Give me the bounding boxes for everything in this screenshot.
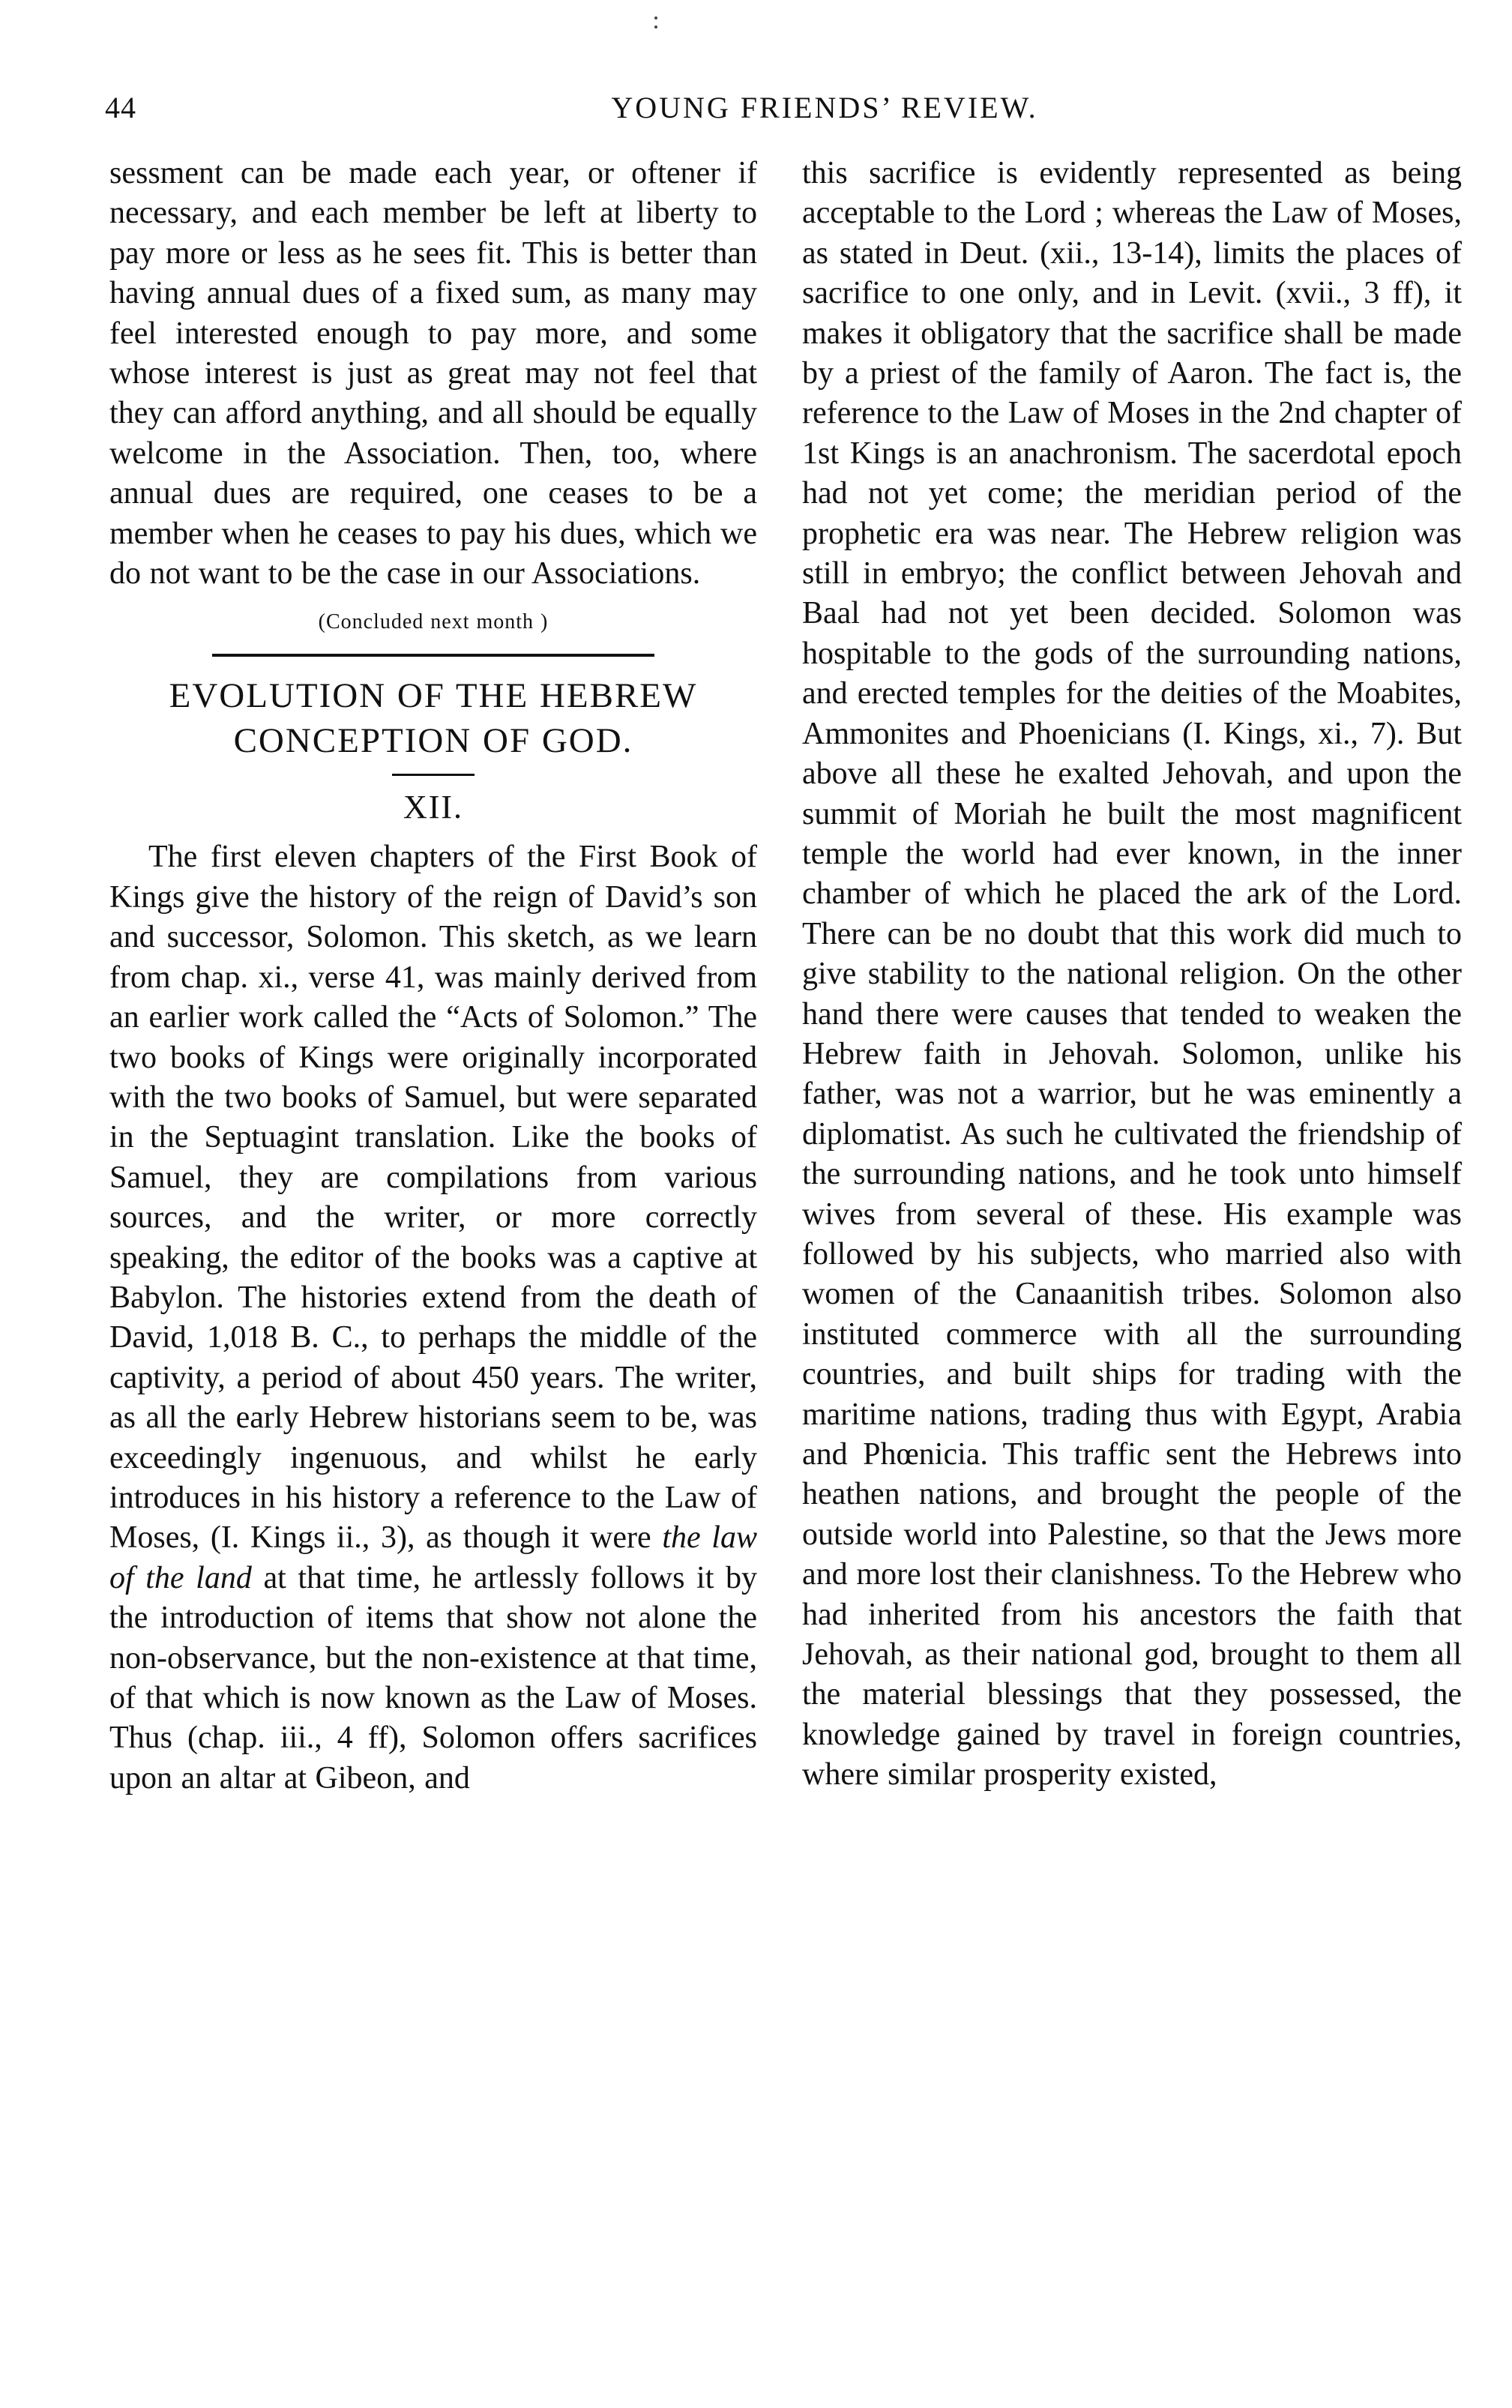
title-divider bbox=[392, 774, 475, 776]
print-speck bbox=[654, 25, 657, 28]
part-number: XII. bbox=[403, 789, 464, 826]
article-body-paragraph bbox=[109, 837, 757, 1799]
page-number: 44 bbox=[105, 91, 136, 124]
continued-note: (Concluded next month ) bbox=[318, 610, 549, 634]
right-column bbox=[802, 154, 1462, 1796]
article-body-continuation: this sacrifice is evidently represented as being acceptable to the Lord ; whereas the Law of Moses, as stated in Deut. (xii., 13-14), limits the places of sacrifice to one only, and in Levit. (xvii., 3 ff), it makes it obligatory that the sacrifice shall be made by a priest of the family of Aaron. The fact is, the reference to the Law of Moses in the 2nd chapter of 1st Kings is an anachronism. The sacerdotal epoch had not yet come; the meridian period of the prophetic era was near. The Hebrew religion was still in embryo; the conflict between Jehovah and Baal had not yet been decided. Solomon was hospitable to the gods of the surrounding nations, and erected temples for the deities of the Moabites, Ammonites and Phoenicians (I. Kings, xi., 7). But above all these he exalted Jehovah, and upon the summit of Moriah he built the most magnificent temple the world had ever known, in the inner chamber of which he placed the ark of the Lord. There can be no doubt that this work did much to give stability to the national religion. On the other hand there were causes that tended to weaken the Hebrew faith in Jehovah. Solomon, unlike his father, was not a warrior, but he was eminently a diplomatist. As such he cultivated the friendship of the surrounding nations, and he took unto himself wives from several of these. His example was followed by his subjects, who married also with women of the Canaanitish tribes. Solomon also instituted commerce with all the surrounding countries, and built ships for trading with the maritime nations, trading thus with Egypt, Arabia and Phœnicia. This traffic sent the Hebrews into heathen nations, and brought the people of the outside world into Palestine, so that the Jews more and more lost their clanishness. To the Hebrew who had inherited from his ancestors the faith that Jehovah, as their national god, brought to them all the material blessings that they possessed, the knowledge gained by travel in foreign countries, where similar prosperity existed, bbox=[802, 156, 1462, 1793]
article-body-italic: the law of the land bbox=[109, 1520, 757, 1595]
section-divider bbox=[212, 654, 654, 657]
running-title: YOUNG FRIENDS’ REVIEW. bbox=[611, 91, 1038, 124]
left-column bbox=[109, 154, 757, 1799]
article-body-text-continued: at that time, he artlessly follows it by the introduction of items that show not alone the non-observance, but the non-existence at that time, of that which is now known as the Law of Moses. Thus (chap. iii., 4 ff), Solomon offers sacrifices upon an altar at Gibeon, and bbox=[109, 1560, 757, 1796]
print-speck bbox=[654, 16, 657, 19]
article-body-text: The first eleven chapters of the First Book of Kings give the history of the reign of David’s son and successor, Solomon. This sketch, as we learn from chap. xi., verse 41, was mainly derived from an earlier work called the “Acts of Solomon.” The two books of Kings were originally incorporated with the two books of Samuel, but were separated in the Septuagint translation. Like the books of Samuel, they are compilations from various sources, and the writer, or more correctly speaking, the editor of the books was a captive at Babylon. The histories extend from the death of David, 1,018 B. C., to perhaps the middle of the captivity, a period of about 450 years. The writer, as all the early Hebrew historians seem to be, was exceedingly ingenuous, and whilst he early introduces in his history a reference to the Law of Moses, (I. Kings ii., 3), as though it were bbox=[109, 840, 757, 1556]
page-header bbox=[105, 90, 1454, 142]
article-title-line-1: EVOLUTION OF THE HEBREW bbox=[169, 676, 698, 716]
article-title-line-2: CONCEPTION OF GOD. bbox=[233, 721, 633, 761]
previous-article-conclusion: sessment can be made each year, or oftener if necessary, and each member be left at liberty to pay more or less as he sees fit. This is better than having annual dues of a fixed sum, as many may feel interested enough to pay more, and some whose interest is just as great may not feel that they can afford anything, and all should be equally welcome in the Association. Then, too, where annual dues are required, one ceases to be a member when he ceases to pay his dues, which we do not want to be the case in our Associations. bbox=[109, 156, 757, 592]
